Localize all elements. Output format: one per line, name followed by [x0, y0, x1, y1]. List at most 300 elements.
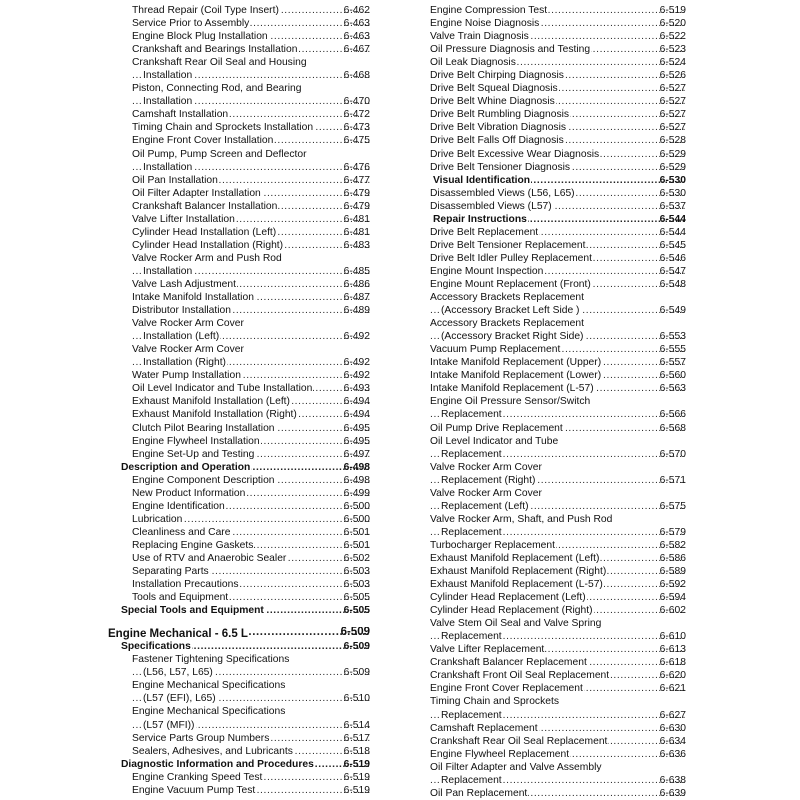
toc-entry-title: Replacing Engine Gaskets: [132, 539, 254, 551]
toc-page-number: 6-527: [659, 122, 686, 134]
toc-entry[interactable]: [418, 291, 686, 317]
toc-page-number: 6-548: [659, 278, 686, 290]
toc-page-number: 6-627: [659, 709, 686, 721]
toc-entry-title: Replacement: [441, 709, 502, 721]
toc-entry-title: Timing Chain and Sprockets Installation: [132, 122, 314, 134]
toc-page-number: 6-579: [659, 526, 686, 538]
toc-entry[interactable]: [418, 682, 686, 695]
toc-entry-title: Replacement: [441, 774, 502, 786]
toc-entry[interactable]: [418, 591, 686, 604]
toc-entry[interactable]: [106, 226, 370, 239]
toc-entry-title: Exhaust Manifold Replacement (Right): [430, 566, 607, 578]
toc-entry-title: Oil Pump, Pump Screen and Deflector: [132, 148, 307, 160]
toc-page-number: 6-502: [343, 552, 370, 564]
toc-page-number: 6-568: [659, 422, 686, 434]
toc-entry[interactable]: [106, 435, 370, 448]
toc-entry-title: Engine Block Plug Installation: [132, 31, 268, 43]
toc-page-number: 6-527: [659, 96, 686, 108]
toc-entry-title: Vacuum Pump Replacement: [430, 344, 561, 356]
toc-entry-title: Engine Flywheel Replacement: [430, 748, 570, 760]
toc-page-number: 6-486: [343, 278, 370, 290]
toc-entry-title: (L57 (EFI), L65): [143, 693, 216, 705]
toc-page-number: 6-473: [343, 122, 370, 134]
toc-entry[interactable]: [418, 252, 686, 265]
toc-entry-title: Engine Mount Replacement (Front): [430, 278, 591, 290]
toc-entry-title: Visual Identification: [433, 174, 531, 186]
toc-entry[interactable]: [418, 278, 686, 291]
toc-page-number: 6-495: [343, 435, 370, 447]
toc-page-number: 6-494: [343, 396, 370, 408]
toc-page-number: 6-470: [343, 96, 370, 108]
toc-page-number: 6-547: [659, 265, 686, 277]
toc-entry[interactable]: [418, 787, 686, 800]
toc-entry-title: Camshaft Installation: [132, 109, 229, 121]
toc-entry-title: Description and Operation: [121, 461, 251, 473]
toc-entry[interactable]: [106, 474, 370, 487]
toc-entry-title: Tools and Equipment: [132, 592, 229, 604]
toc-page-number: 6-553: [659, 331, 686, 343]
toc-page-number: 6-498: [343, 461, 370, 473]
toc-entry-title: Oil Pressure Diagnosis and Testing: [430, 44, 591, 56]
toc-entry-title: Timing Chain and Sprockets: [430, 696, 559, 708]
toc-entry-title: Oil Filter Adapter Installation: [132, 187, 261, 199]
toc-entry-title: Engine Noise Diagnosis: [430, 18, 540, 30]
toc-page-number: 6-555: [659, 344, 686, 356]
toc-page-number: 6-610: [659, 631, 686, 643]
toc-entry-title: Intake Manifold Replacement (Lower): [430, 370, 602, 382]
toc-entry-title: Piston, Connecting Rod, and Bearing: [132, 83, 302, 95]
toc-entry[interactable]: [418, 617, 686, 643]
toc-page-number: 6-487: [343, 292, 370, 304]
toc-entry-title: Separating Parts: [132, 566, 209, 578]
toc-entry[interactable]: [418, 695, 686, 721]
toc-entry-title: Oil Level Indicator and Tube Installation: [132, 383, 313, 395]
toc-entry-title: Cylinder Head Installation (Left): [132, 226, 277, 238]
toc-entry[interactable]: [106, 500, 370, 513]
toc-entry[interactable]: [106, 343, 370, 369]
toc-page-number: 6-514: [343, 719, 370, 731]
toc-entry[interactable]: [418, 761, 686, 787]
toc-page-number: 6-503: [343, 579, 370, 591]
toc-entry[interactable]: [418, 148, 686, 161]
toc-entry[interactable]: [418, 435, 686, 461]
toc-entry-title: Oil Level Indicator and Tube: [430, 435, 559, 447]
toc-entry-title: Replacement (Left): [441, 500, 529, 512]
toc-entry-title: Turbocharger Replacement: [430, 539, 555, 551]
toc-page-number: 6-620: [659, 670, 686, 682]
toc-page-number: 6-602: [659, 605, 686, 617]
toc-entry[interactable]: [418, 643, 686, 656]
toc-entry[interactable]: [418, 69, 686, 82]
toc-entry[interactable]: [106, 17, 370, 30]
toc-entry-title: Accessory Brackets Replacement: [430, 292, 584, 304]
toc-page-number: 6-527: [659, 109, 686, 121]
toc-page-number: 6-592: [659, 579, 686, 591]
toc-page-number: 6-477: [343, 174, 370, 186]
toc-entry-title: Valve Rocker Arm and Push Rod: [132, 252, 282, 264]
toc-entry-title: Replacement: [441, 631, 502, 643]
toc-entry-title: (Accessory Bracket Right Side): [441, 331, 584, 343]
toc-entry-title: New Product Information: [132, 487, 246, 499]
toc-entry[interactable]: [106, 679, 370, 705]
toc-entry[interactable]: [418, 565, 686, 578]
toc-entry-title: Valve Train Diagnosis: [430, 31, 529, 43]
toc-entry-title: Replacement: [441, 526, 502, 538]
toc-entry[interactable]: [418, 317, 686, 343]
toc-entry-title: (L56, L57, L65): [143, 667, 213, 679]
toc-entry[interactable]: [106, 291, 370, 304]
toc-entry[interactable]: [418, 82, 686, 95]
toc-entry[interactable]: [418, 17, 686, 30]
toc-entry[interactable]: [106, 604, 370, 617]
toc-page-number: 6-566: [659, 409, 686, 421]
toc-page-number: 6-492: [343, 357, 370, 369]
toc-page-number: 6-519: [343, 784, 370, 796]
toc-page-number: 6-472: [343, 109, 370, 121]
toc-entry[interactable]: [418, 187, 686, 200]
toc-entry[interactable]: [106, 108, 370, 121]
toc-entry-title: Intake Manifold Replacement (L-57): [430, 383, 594, 395]
toc-entry[interactable]: [418, 722, 686, 735]
toc-page-number: 6-492: [343, 370, 370, 382]
toc-page-number: 6-500: [343, 500, 370, 512]
toc-entry[interactable]: [418, 735, 686, 748]
toc-entry[interactable]: [106, 422, 370, 435]
toc-entry[interactable]: [106, 732, 370, 745]
toc-entry[interactable]: [418, 30, 686, 43]
toc-entry-title: Cylinder Head Replacement (Right): [430, 605, 593, 617]
toc-entry[interactable]: [418, 422, 686, 435]
toc-entry[interactable]: [106, 304, 370, 317]
toc-entry-title: Engine Mechanical Specifications: [132, 706, 286, 718]
toc-page-number: 6-509: [343, 641, 370, 653]
toc-entry-title: Engine Cranking Speed Test: [132, 771, 263, 783]
toc-entry[interactable]: [418, 265, 686, 278]
toc-entry[interactable]: [418, 200, 686, 213]
toc-entry[interactable]: [418, 226, 686, 239]
toc-page-number: 6-494: [343, 409, 370, 421]
toc-entry[interactable]: [106, 369, 370, 382]
toc-entry[interactable]: [418, 669, 686, 682]
toc-page-number: 6-485: [343, 265, 370, 277]
toc-entry-title: Thread Repair (Coil Type Insert): [132, 5, 279, 16]
toc-entry[interactable]: [418, 513, 686, 539]
toc-entry[interactable]: [106, 461, 370, 474]
toc-page-number: 6-529: [659, 148, 686, 160]
toc-entry-title: Lubrication: [132, 513, 183, 525]
toc-page-number: 6-589: [659, 566, 686, 578]
toc-entry-title: Crankshaft Balancer Installation: [132, 200, 278, 212]
toc-entry-title: Valve Lash Adjustment: [132, 278, 236, 290]
toc-page-number: 6-613: [659, 644, 686, 656]
toc-entry[interactable]: [418, 343, 686, 356]
toc-page-number: 6-586: [659, 552, 686, 564]
toc-page-number: 6-475: [343, 135, 370, 147]
toc-entry[interactable]: [106, 578, 370, 591]
toc-page-number: 6-510: [343, 693, 370, 705]
toc-entry[interactable]: [418, 604, 686, 617]
toc-entry-title: Engine Front Cover Installation: [132, 135, 274, 147]
toc-entry-title: Installation: [143, 70, 193, 82]
toc-page-number: 6-519: [343, 758, 370, 770]
toc-page-number: 6-537: [659, 200, 686, 212]
toc-page-number: 6-493: [343, 383, 370, 395]
toc-page-number: 6-479: [343, 200, 370, 212]
toc-page-number: 6-467: [343, 44, 370, 56]
toc-entry-title: Oil Pan Installation: [132, 174, 218, 186]
toc-page-number: 6-500: [343, 513, 370, 525]
toc-entry-title: Accessory Brackets Replacement: [430, 318, 584, 330]
toc-page-number: 6-523: [659, 44, 686, 56]
toc-entry-title: Cylinder Head Installation (Right): [132, 239, 284, 251]
toc-entry-title: Engine Vacuum Pump Test: [132, 784, 256, 796]
toc-entry-title: Oil Pump Drive Replacement: [430, 422, 563, 434]
toc-page-number: 6-528: [659, 135, 686, 147]
toc-entry-title: Crankshaft Balancer Replacement: [430, 657, 587, 669]
toc-entry-title: Engine Mechanical Specifications: [132, 680, 286, 692]
toc-entry-title: Valve Rocker Arm Cover: [430, 487, 542, 499]
toc-entry[interactable]: [418, 395, 686, 421]
toc-entry-title: Crankshaft Front Oil Seal Replacement: [430, 670, 610, 682]
toc-entry-title: Drive Belt Tensioner Diagnosis: [430, 161, 571, 173]
toc-page-number: 6-530: [659, 174, 686, 186]
toc-entry-title: (Accessory Bracket Left Side ): [441, 305, 580, 317]
toc-page-number: 6-505: [343, 605, 370, 617]
toc-page-number: 6-527: [659, 83, 686, 95]
toc-entry[interactable]: [106, 487, 370, 500]
toc-entry[interactable]: [418, 134, 686, 147]
toc-entry[interactable]: [418, 487, 686, 513]
toc-entry-title: Oil Filter Adapter and Valve Assembly: [430, 761, 602, 773]
toc-entry-title: Valve Rocker Arm, Shaft, and Push Rod: [430, 513, 613, 525]
toc-entry[interactable]: [418, 56, 686, 69]
toc-page-number: 6-509: [340, 627, 370, 639]
toc-entry[interactable]: [418, 174, 686, 187]
toc-page-number: 6-498: [343, 474, 370, 486]
toc-entry[interactable]: [106, 43, 370, 56]
toc-entry-title: Installation Precautions: [132, 579, 239, 591]
toc-entry[interactable]: [106, 200, 370, 213]
toc-page-number: 6-546: [659, 252, 686, 264]
toc-entry[interactable]: [106, 82, 370, 108]
toc-entry[interactable]: [106, 653, 370, 679]
toc-page-number: 6-524: [659, 57, 686, 69]
toc-entry[interactable]: [106, 513, 370, 526]
toc-entry-title: Installation (Right): [143, 357, 226, 369]
toc-entry-title: Cleanliness and Care: [132, 526, 231, 538]
toc-page-number: 6-621: [659, 683, 686, 695]
toc-entry[interactable]: [106, 617, 370, 640]
toc-entry-title: Valve Stem Oil Seal and Valve Spring: [430, 618, 602, 630]
toc-entry[interactable]: [418, 4, 686, 17]
toc-entry[interactable]: [106, 758, 370, 771]
toc-entry[interactable]: [418, 656, 686, 669]
toc-page-number: 6-618: [659, 657, 686, 669]
toc-page-number: 6-560: [659, 370, 686, 382]
toc-entry[interactable]: [106, 745, 370, 758]
toc-entry[interactable]: [106, 382, 370, 395]
toc-entry[interactable]: [106, 278, 370, 291]
toc-page-number: 6-481: [343, 213, 370, 225]
toc-entry[interactable]: [106, 121, 370, 134]
toc-entry-title: Specifications: [121, 641, 191, 653]
toc-entry-title: Oil Pan Replacement: [430, 787, 528, 799]
toc-entry-title: Disassembled Views (L56, L65): [430, 187, 575, 199]
toc-page-number: 6-497: [343, 448, 370, 460]
toc-entry-title: Valve Rocker Arm Cover: [430, 461, 542, 473]
toc-entry-title: Distributor Installation: [132, 305, 232, 317]
toc-page-number: 6-520: [659, 18, 686, 30]
toc-page-number: 6-575: [659, 500, 686, 512]
toc-page-number: 6-582: [659, 539, 686, 551]
toc-entry-title: Replacement (Right): [441, 474, 536, 486]
toc-entry[interactable]: [418, 748, 686, 761]
toc-entry[interactable]: [106, 565, 370, 578]
toc-entry[interactable]: [106, 705, 370, 731]
toc-page-number: 6-522: [659, 31, 686, 43]
toc-page-number: 6-636: [659, 748, 686, 760]
toc-page-number: 6-519: [659, 5, 686, 16]
toc-entry[interactable]: [418, 461, 686, 487]
toc-page-number: 6-479: [343, 187, 370, 199]
toc-entry-title: Diagnostic Information and Procedures: [121, 758, 314, 770]
toc-entry-title: Replacement: [441, 409, 502, 421]
toc-entry[interactable]: [418, 95, 686, 108]
toc-entry-title: Engine Flywheel Installation: [132, 435, 260, 447]
toc-entry[interactable]: [106, 174, 370, 187]
toc-entry-title: Installation: [143, 96, 193, 108]
toc-entry[interactable]: [418, 356, 686, 369]
toc-page-number: 6-495: [343, 422, 370, 434]
toc-page-number: 6-529: [659, 161, 686, 173]
toc-entry[interactable]: [106, 408, 370, 421]
toc-page-number: 6-639: [659, 787, 686, 799]
toc-entry-title: Exhaust Manifold Installation (Left): [132, 396, 290, 408]
toc-entry-title: Drive Belt Tensioner Replacement: [430, 239, 586, 251]
toc-entry-title: Engine Set-Up and Testing: [132, 448, 255, 460]
toc-page-number: 6-519: [343, 771, 370, 783]
toc-page-number: 6-530: [659, 187, 686, 199]
toc-entry-title: Drive Belt Vibration Diagnosis: [430, 122, 567, 134]
toc-column-right: [418, 4, 686, 800]
toc-entry[interactable]: [418, 43, 686, 56]
toc-entry-title: Drive Belt Idler Pulley Replacement: [430, 252, 592, 264]
toc-page-number: 6-544: [659, 226, 686, 238]
toc-page-number: 6-503: [343, 566, 370, 578]
toc-entry-title: Crankshaft and Bearings Installation: [132, 44, 298, 56]
toc-page-number: 6-463: [343, 31, 370, 43]
toc-page-number: 6-517: [343, 732, 370, 744]
toc-page-number: 6-630: [659, 722, 686, 734]
toc-entry-title: Crankshaft Rear Oil Seal Replacement: [430, 735, 608, 747]
toc-page-number: 6-476: [343, 161, 370, 173]
toc-entry[interactable]: [106, 539, 370, 552]
toc-entry-title: Repair Instructions: [433, 213, 527, 225]
toc-entry[interactable]: [418, 382, 686, 395]
toc-entry[interactable]: [418, 552, 686, 565]
toc-page-number: 6-526: [659, 70, 686, 82]
toc-entry[interactable]: [106, 591, 370, 604]
toc-page-number: 6-544: [659, 213, 686, 225]
toc-entry-title: Camshaft Replacement: [430, 722, 538, 734]
toc-page-number: 6-638: [659, 774, 686, 786]
toc-entry[interactable]: [106, 30, 370, 43]
toc-entry-title: Valve Rocker Arm Cover: [132, 344, 244, 356]
toc-entry[interactable]: [418, 121, 686, 134]
toc-entry[interactable]: [418, 369, 686, 382]
toc-page-number: 6-499: [343, 487, 370, 499]
toc-page-number: 6-518: [343, 745, 370, 757]
toc-entry[interactable]: [418, 108, 686, 121]
toc-entry-title: Drive Belt Whine Diagnosis: [430, 96, 555, 108]
toc-entry-title: Installation: [143, 161, 193, 173]
toc-entry-title: Drive Belt Falls Off Diagnosis: [430, 135, 564, 147]
toc-page-number: 6-549: [659, 305, 686, 317]
toc-entry[interactable]: [106, 640, 370, 653]
toc-entry[interactable]: [418, 578, 686, 591]
toc-page-number: 6-462: [343, 5, 370, 16]
toc-entry[interactable]: [106, 56, 370, 82]
toc-page-number: 6-492: [343, 331, 370, 343]
toc-entry-title: Clutch Pilot Bearing Installation: [132, 422, 275, 434]
toc-entry-title: Drive Belt Replacement: [430, 226, 539, 238]
toc-entry-title: Replacement: [441, 448, 502, 460]
toc-entry-title: Service Parts Group Numbers: [132, 732, 270, 744]
toc-entry[interactable]: [106, 395, 370, 408]
toc-entry[interactable]: [106, 526, 370, 539]
toc-entry[interactable]: [106, 317, 370, 343]
toc-entry-title: Exhaust Manifold Installation (Right): [132, 409, 297, 421]
toc-entry[interactable]: [106, 4, 370, 17]
toc-entry-title: Engine Oil Pressure Sensor/Switch: [430, 396, 591, 408]
toc-entry-title: Service Prior to Assembly: [132, 18, 250, 30]
toc-entry-title: Drive Belt Squeal Diagnosis: [430, 83, 558, 95]
toc-entry-title: Engine Mechanical - 6.5 L: [108, 628, 248, 641]
toc-page-number: 6-468: [343, 70, 370, 82]
toc-entry[interactable]: [418, 161, 686, 174]
toc-page-number: 6-563: [659, 383, 686, 395]
toc-entry[interactable]: [106, 448, 370, 461]
toc-entry-title: Exhaust Manifold Replacement (L-57): [430, 579, 603, 591]
toc-entry[interactable]: [106, 552, 370, 565]
toc-entry[interactable]: [106, 252, 370, 278]
toc-entry[interactable]: [106, 784, 370, 797]
toc-entry[interactable]: [106, 134, 370, 147]
toc-entry-title: Installation: [143, 265, 193, 277]
toc-page-number: 6-571: [659, 474, 686, 486]
toc-entry-title: Disassembled Views (L57): [430, 200, 552, 212]
toc-entry[interactable]: [106, 148, 370, 174]
toc-entry-title: Sealers, Adhesives, and Lubricants: [132, 745, 293, 757]
toc-page-number: 6-545: [659, 239, 686, 251]
toc-entry-title: Installation (Left): [143, 331, 220, 343]
toc-entry[interactable]: [106, 213, 370, 226]
toc-page-number: 6-483: [343, 239, 370, 251]
toc-entry-title: Engine Compression Test: [430, 5, 548, 16]
toc-entry-title: Engine Front Cover Replacement: [430, 683, 583, 695]
toc-entry[interactable]: [418, 539, 686, 552]
toc-entry[interactable]: [106, 239, 370, 252]
toc-entry-title: Crankshaft Rear Oil Seal and Housing: [132, 57, 307, 69]
toc-entry-title: Valve Rocker Arm Cover: [132, 318, 244, 330]
toc-entry-title: Special Tools and Equipment: [121, 605, 264, 617]
toc-entry[interactable]: [418, 239, 686, 252]
toc-entry-title: Exhaust Manifold Replacement (Left): [430, 552, 600, 564]
toc-entry[interactable]: [418, 213, 686, 226]
toc-entry[interactable]: [106, 771, 370, 784]
toc-entry[interactable]: [106, 187, 370, 200]
toc-page-number: 6-489: [343, 305, 370, 317]
